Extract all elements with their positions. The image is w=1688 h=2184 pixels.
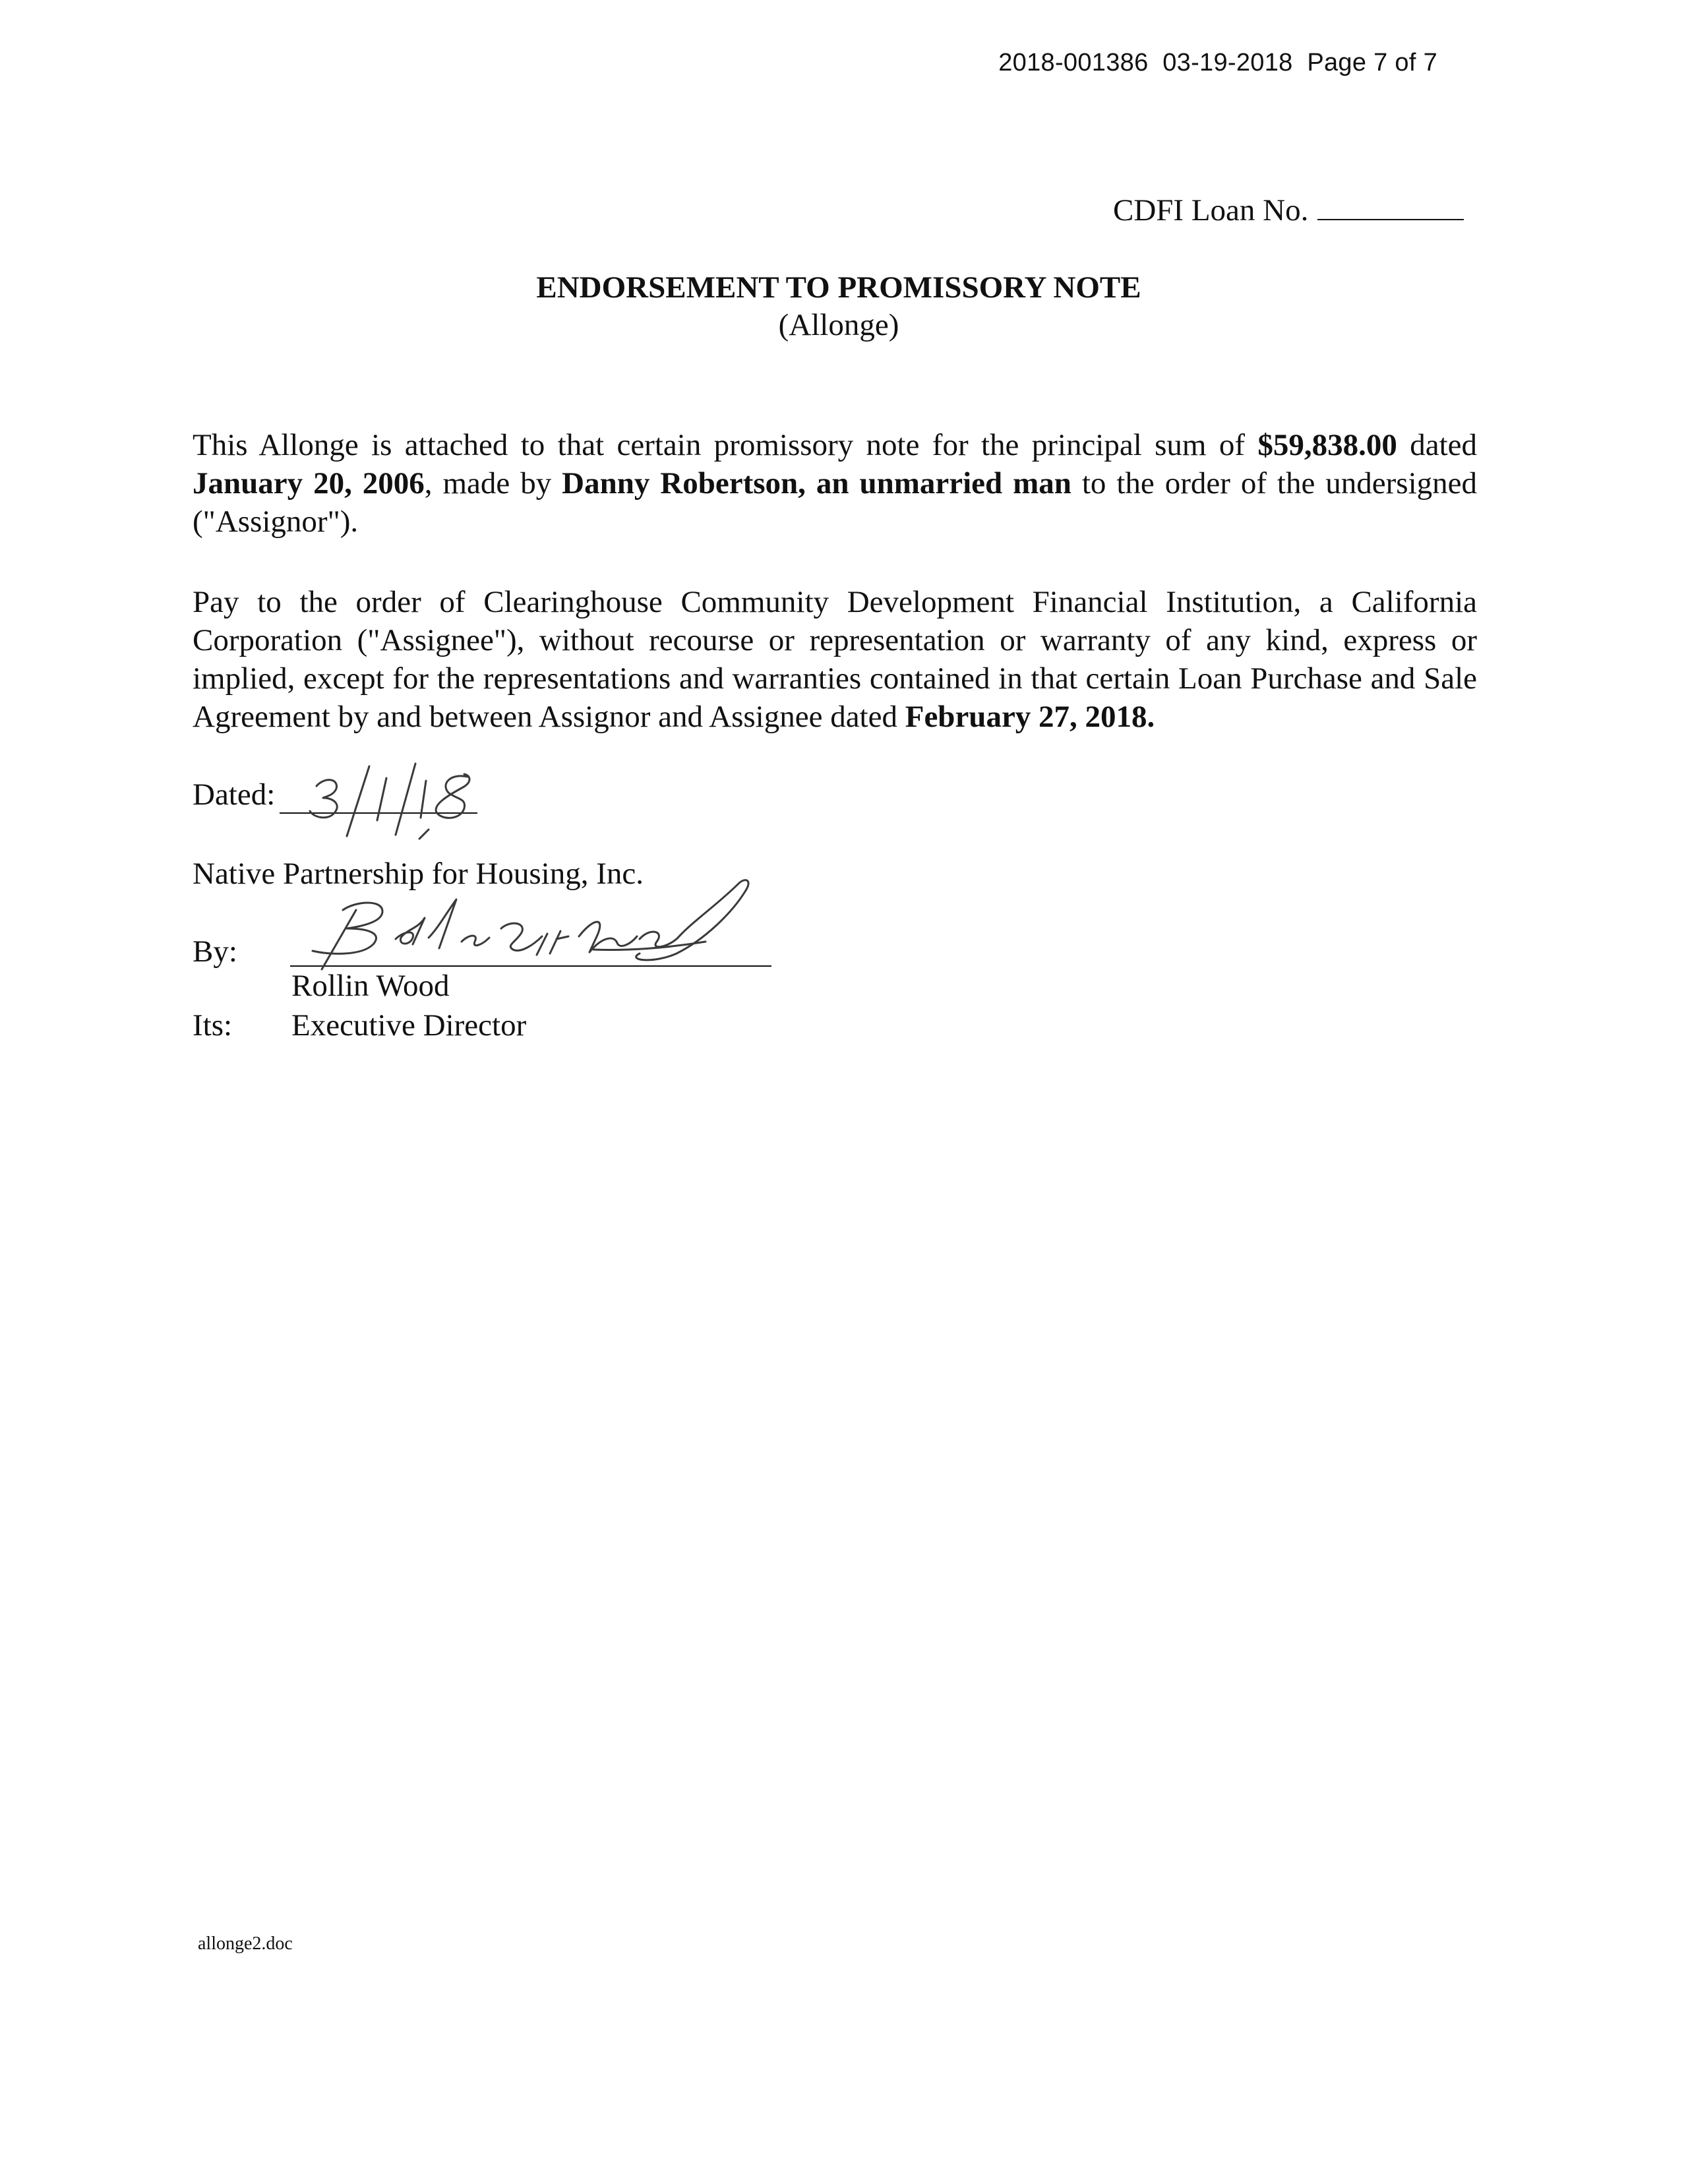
signer-name: Rollin Wood (291, 969, 450, 1003)
loan-number-blank (1317, 193, 1464, 220)
document-subtitle: (Allonge) (778, 308, 899, 342)
paragraph-text: This Allonge is attached to that certain promissory note for the principal sum of (193, 428, 1258, 462)
note-maker: Danny Robertson, an unmarried man (562, 466, 1071, 501)
pay-to-order-paragraph (193, 583, 1477, 736)
principal-amount: $59,838.00 (1257, 428, 1397, 462)
agreement-date: February 27, 2018. (905, 700, 1155, 734)
paragraph-text: Pay to the order of Clearinghouse Community Development Financial Institution, a California Corporation ("Assignee"), without recourse or representation or warranty of any kind, express or implied, except for the representations and warranties contained in that certain Loan Purchase and Sale Agreement by and between Assignor and Assignee dated (193, 585, 1477, 734)
recording-stamp: 2018-001386 03-19-2018 Page 7 of 7 (998, 49, 1437, 76)
document-title: ENDORSEMENT TO PROMISSORY NOTE (536, 270, 1141, 305)
loan-number-label: CDFI Loan No. (1113, 193, 1309, 228)
paragraph-text: , made by (424, 466, 562, 501)
paragraph-text: dated (1397, 428, 1477, 462)
organization-name: Native Partnership for Housing, Inc. (193, 857, 644, 891)
paragraph-text: to the order of the undersigned ("Assignor"). (193, 466, 1477, 539)
loan-number-field (1113, 193, 1464, 228)
dated-label: Dated: (193, 777, 276, 812)
its-label: Its: (193, 1008, 233, 1043)
handwritten-date (290, 757, 501, 843)
signer-title: Executive Director (291, 1008, 527, 1043)
document-heading (193, 269, 1485, 344)
footer-filename: allonge2.doc (198, 1933, 293, 1954)
note-date: January 20, 2006 (193, 466, 425, 501)
allonge-paragraph (193, 426, 1477, 541)
by-label: By: (193, 934, 237, 969)
